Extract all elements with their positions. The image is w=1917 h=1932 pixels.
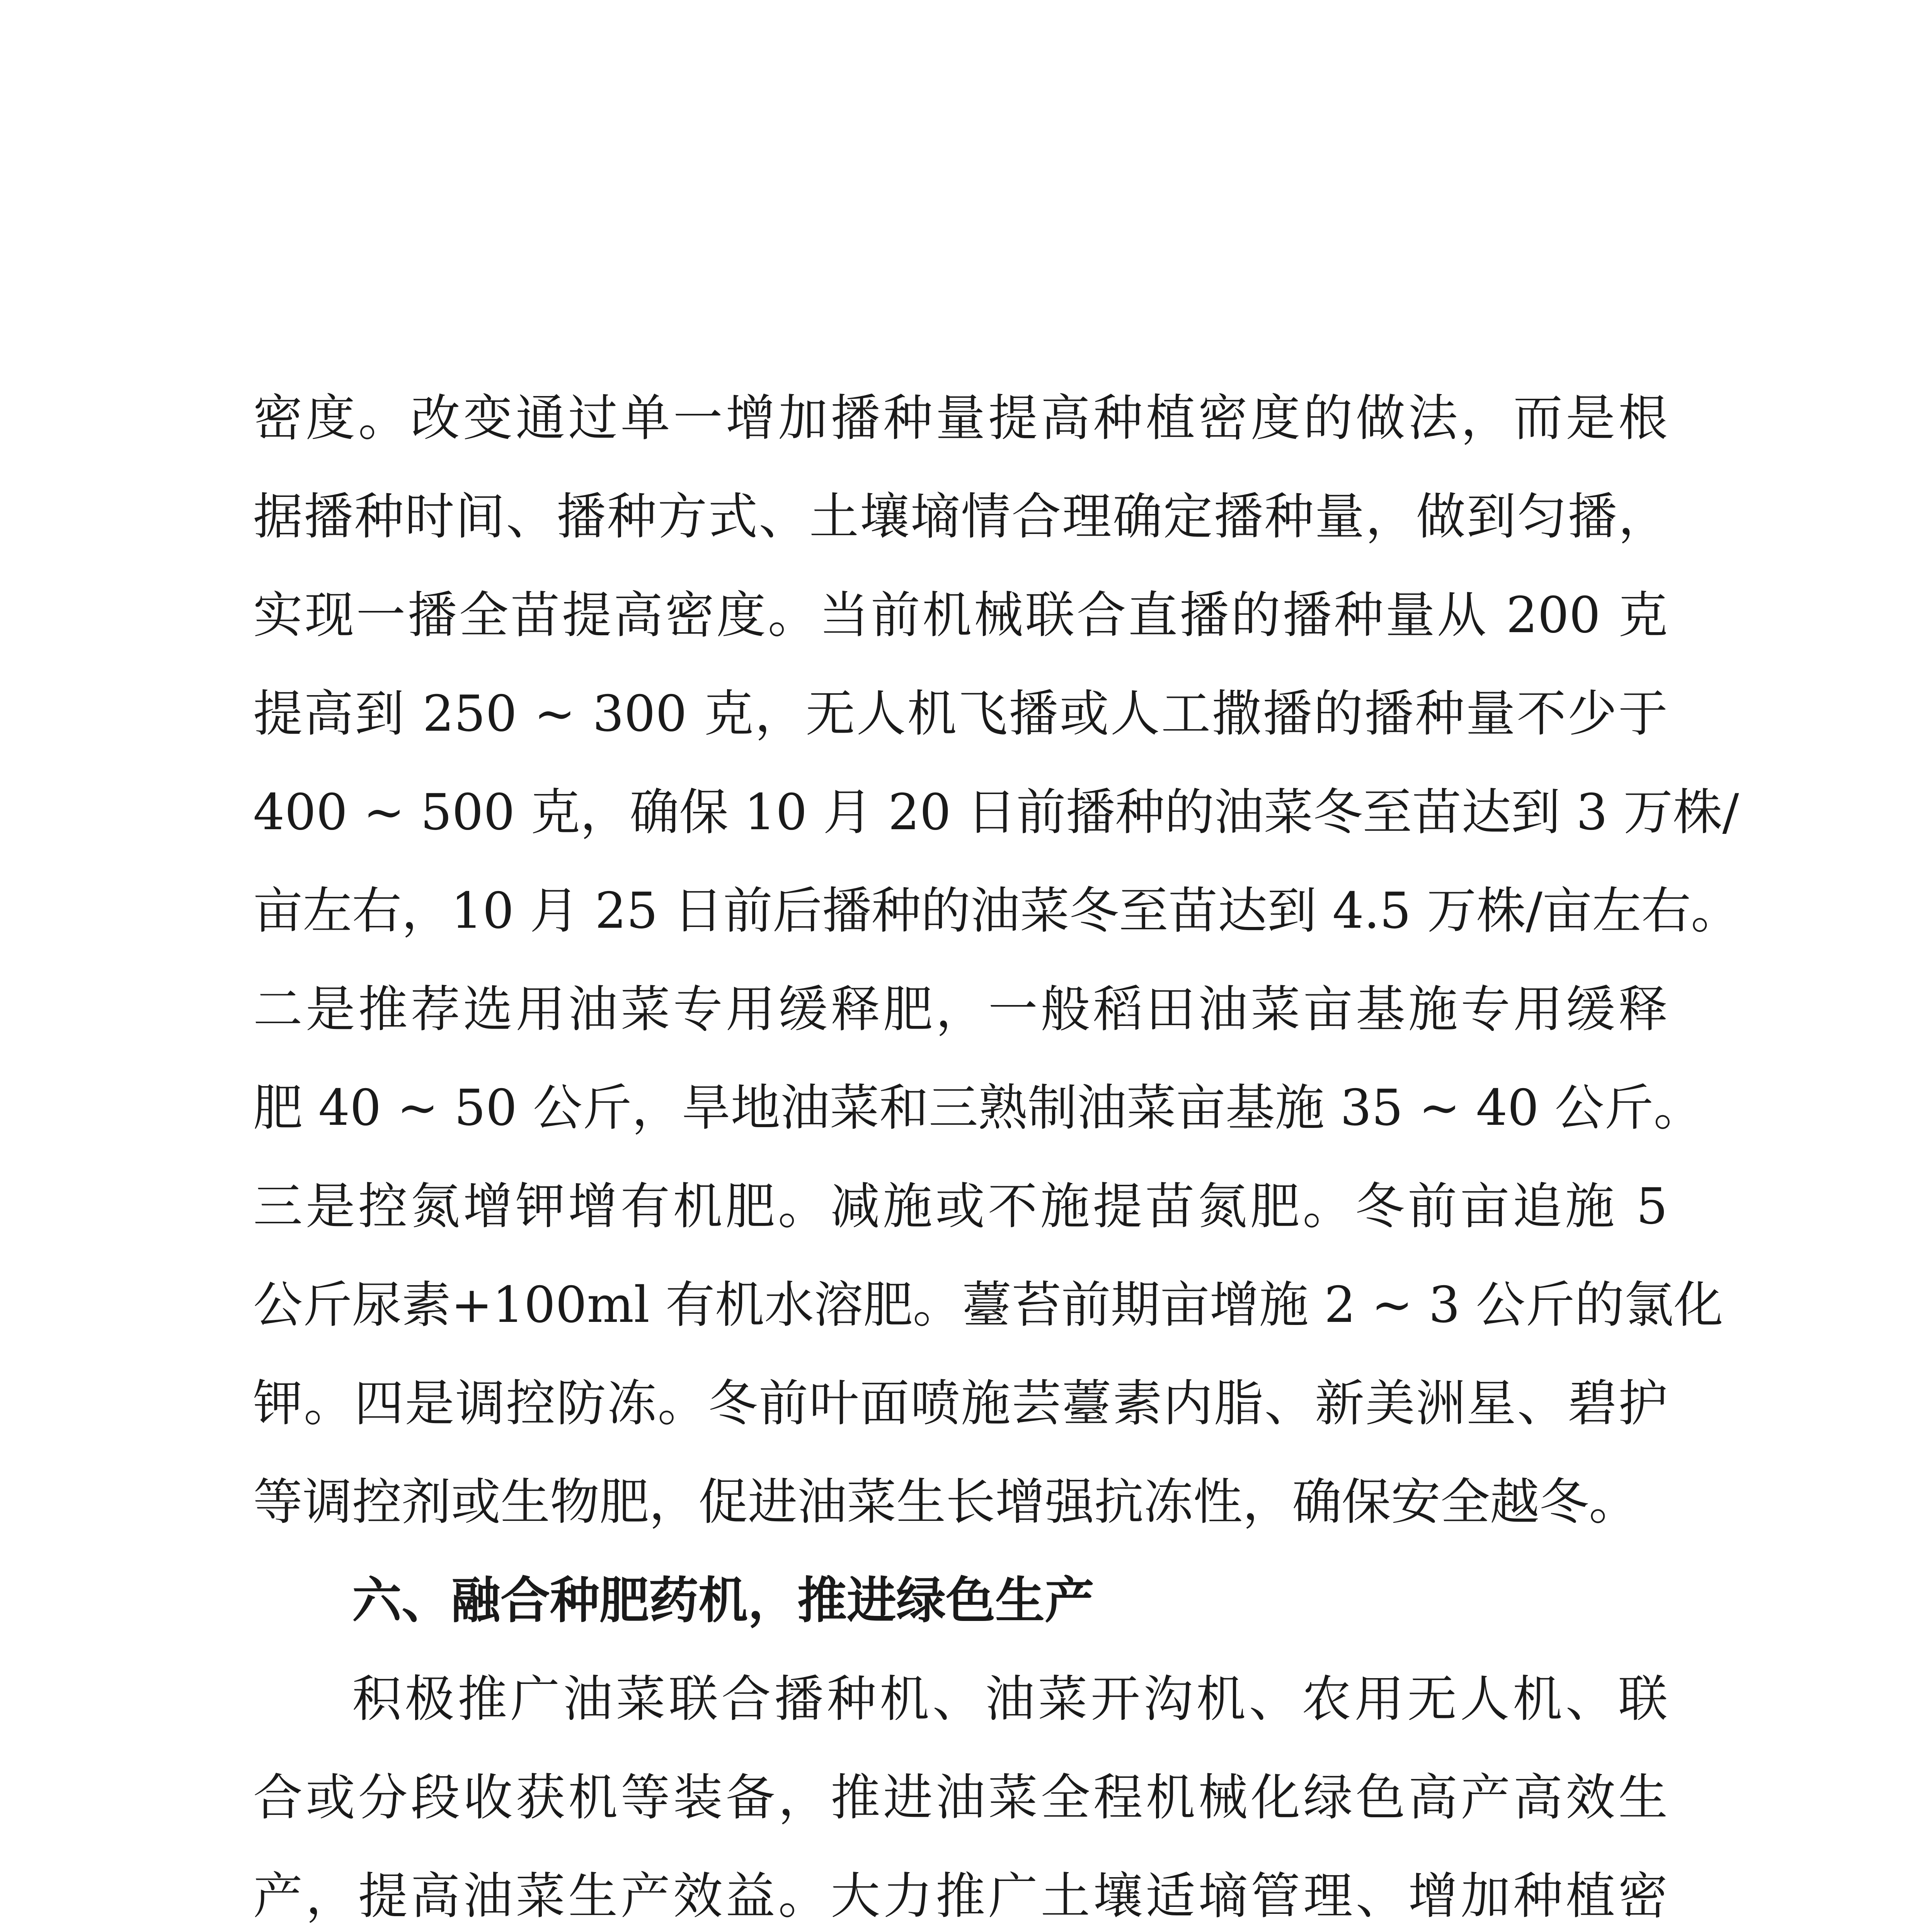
text-line: 产，提高油菜生产效益。大力推广土壤适墒管理、增加种植密 (253, 1867, 1668, 1925)
text-line: 三是控氮增钾增有机肥。减施或不施提苗氮肥。冬前亩追施 5 (253, 1178, 1668, 1235)
text-line: 400 ~ 500 克，确保 10 月 20 日前播种的油菜冬至苗达到 3 万株/ (253, 784, 1739, 841)
text-line: 肥 40 ~ 50 公斤，旱地油菜和三熟制油菜亩基施 35 ~ 40 公斤。 (253, 1079, 1703, 1137)
text-line: 据播种时间、播种方式、土壤墒情合理确定播种量，做到匀播， (253, 488, 1668, 546)
text-line: 实现一播全苗提高密度。当前机械联合直播的播种量从 200 克 (253, 587, 1668, 644)
text-line: 等调控剂或生物肥，促进油菜生长增强抗冻性，确保安全越冬。 (253, 1473, 1639, 1531)
text-line: 密度。改变通过单一增加播种量提高种植密度的做法，而是根 (253, 389, 1668, 447)
text-line: 合或分段收获机等装备，推进油菜全程机械化绿色高产高效生 (253, 1769, 1668, 1827)
body-text (253, 369, 1740, 1932)
paragraph-1 (253, 369, 1740, 1551)
text-line: 钾。四是调控防冻。冬前叶面喷施芸薹素内脂、新美洲星、碧护 (253, 1375, 1668, 1432)
text-line: 积极推广油菜联合播种机、油菜开沟机、农用无人机、联 (352, 1670, 1668, 1728)
text-line: 亩左右，10 月 25 日前后播种的油菜冬至苗达到 4.5 万株/亩左右。 (253, 882, 1740, 940)
paragraph-2 (253, 1650, 1668, 1932)
text-line: 二是推荐选用油菜专用缓释肥，一般稻田油菜亩基施专用缓释 (253, 981, 1668, 1038)
text-line: 提高到 250 ~ 300 克，无人机飞播或人工撒播的播种量不少于 (253, 685, 1668, 743)
section-heading: 六、融合种肥药机，推进绿色生产 (352, 1572, 1095, 1629)
text-line: 公斤尿素+100ml 有机水溶肥。薹苔前期亩增施 2 ~ 3 公斤的氯化 (253, 1276, 1723, 1334)
